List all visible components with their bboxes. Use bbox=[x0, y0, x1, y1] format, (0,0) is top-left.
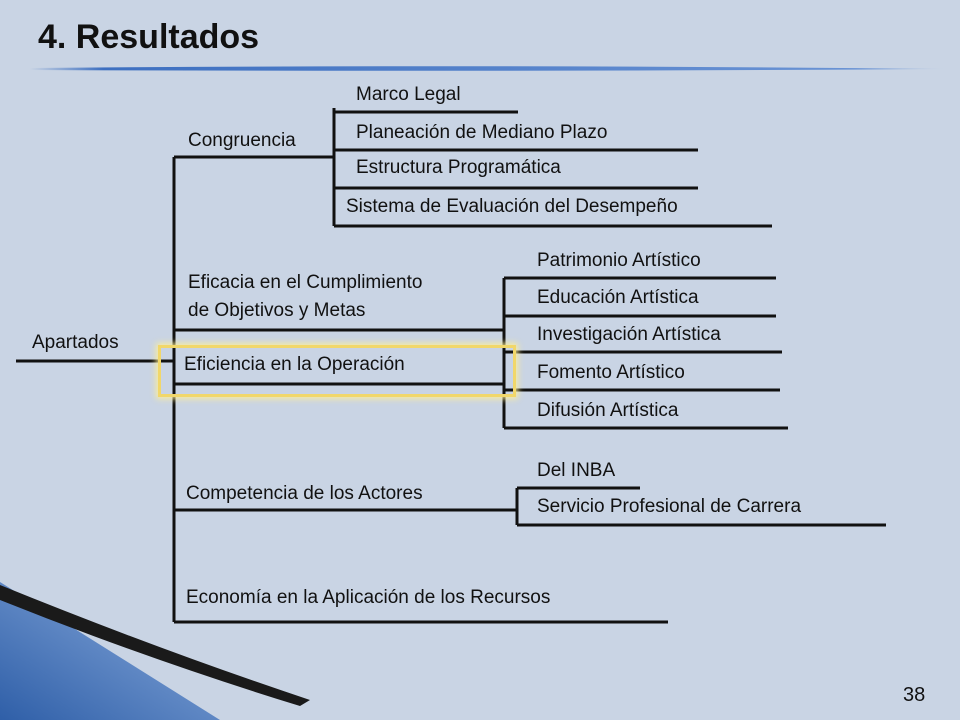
highlight-box bbox=[158, 345, 516, 397]
leaf-investigacion: Investigación Artística bbox=[537, 324, 721, 345]
root-label: Apartados bbox=[32, 332, 119, 353]
leaf-fomento: Fomento Artístico bbox=[537, 362, 685, 383]
branch-eficacia-line-2: de Objetivos y Metas bbox=[188, 300, 366, 321]
leaf-servicio: Servicio Profesional de Carrera bbox=[537, 496, 802, 517]
branch-congruencia: Congruencia bbox=[188, 130, 296, 151]
branch-economia: Economía en la Aplicación de los Recursos bbox=[186, 587, 551, 608]
leaf-difusion: Difusión Artística bbox=[537, 400, 679, 421]
branch-competencia: Competencia de los Actores bbox=[186, 483, 423, 504]
leaf-estructura: Estructura Programática bbox=[356, 157, 561, 178]
leaf-educacion: Educación Artística bbox=[537, 287, 699, 308]
page-number: 38 bbox=[903, 684, 926, 706]
branch-eficiencia: Eficiencia en la Operación bbox=[184, 354, 405, 375]
page-title: 4. Resultados bbox=[38, 18, 260, 56]
title-rule bbox=[30, 66, 948, 71]
leaf-patrimonio: Patrimonio Artístico bbox=[537, 250, 701, 271]
branch-eficacia-line-1: Eficacia en el Cumplimiento bbox=[188, 272, 423, 293]
leaf-sistema: Sistema de Evaluación del Desempeño bbox=[346, 196, 678, 217]
leaf-marco-legal: Marco Legal bbox=[356, 84, 461, 105]
leaf-planeacion: Planeación de Mediano Plazo bbox=[356, 122, 608, 143]
leaf-del-inba: Del INBA bbox=[537, 460, 616, 481]
